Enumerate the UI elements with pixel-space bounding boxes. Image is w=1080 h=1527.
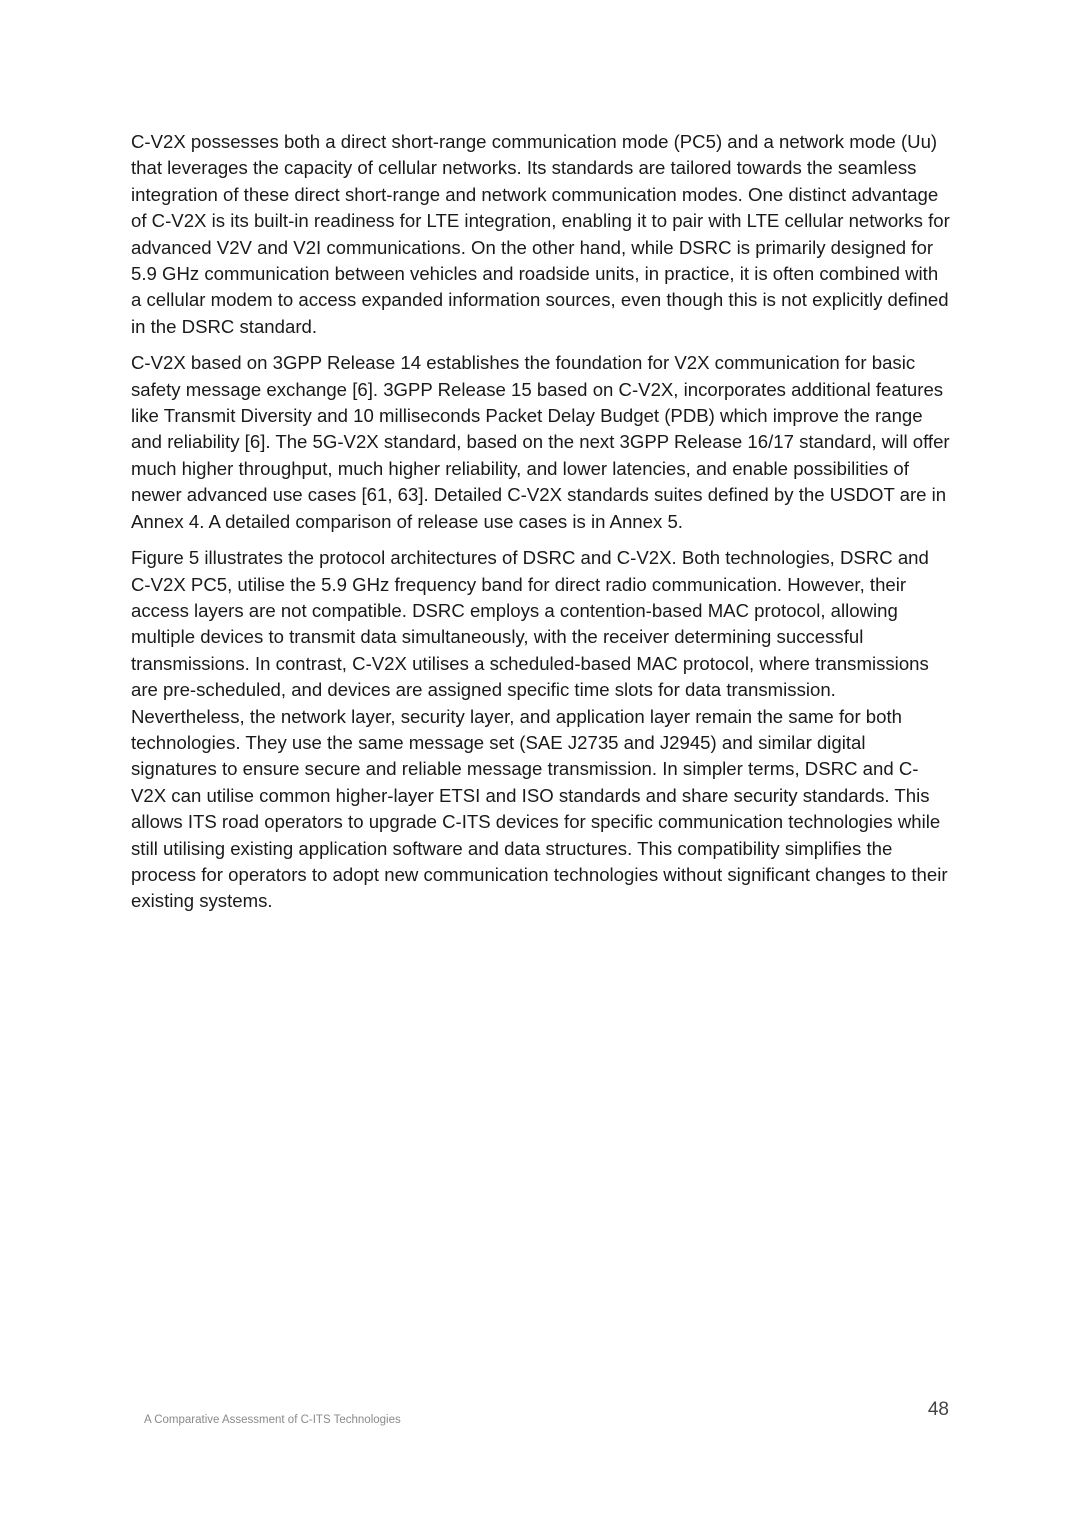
- body-text: [131, 129, 953, 925]
- paragraph-protocol-architectures: Figure 5 illustrates the protocol architectures of DSRC and C-V2X. Both technologies, DSRC and C-V2X PC5, utilise the 5.9 GHz frequency band for direct radio communication. However, their access layers are not compatible. DSRC employs a contention-based MAC protocol, allowing multiple devices to transmit data simultaneously, with the receiver determining successful transmissions. In contrast, C-V2X utilises a scheduled-based MAC protocol, where transmissions are pre-scheduled, and devices are assigned specific time slots for data transmission. Nevertheless, the network layer, security layer, and application layer remain the same for both technologies. They use the same message set (SAE J2735 and J2945) and similar digital signatures to ensure secure and reliable message transmission. In simpler terms, DSRC and C-V2X can utilise common higher-layer ETSI and ISO standards and share security standards. This allows ITS road operators to upgrade C-ITS devices for specific communication technologies while still utilising existing application software and data structures. This compatibility simplifies the process for operators to adopt new communication technologies without significant changes to their existing systems.: [131, 547, 948, 912]
- paragraph-cv2x-modes: C-V2X possesses both a direct short-range communication mode (PC5) and a network mode (Uu) that leverages the capacity of cellular networks. Its standards are tailored towards the seamless integration of these direct short-range and network communication modes. One distinct advantage of C-V2X is its built-in readiness for LTE integration, enabling it to pair with LTE cellular networks for advanced V2V and V2I communications. On the other hand, while DSRC is primarily designed for 5.9 GHz communication between vehicles and roadside units, in practice, it is often combined with a cellular modem to access expanded information sources, even though this is not explicitly defined in the DSRC standard.: [131, 131, 950, 337]
- paragraph-3gpp-releases: C-V2X based on 3GPP Release 14 establishes the foundation for V2X communication for basic safety message exchange [6]. 3GPP Release 15 based on C-V2X, incorporates additional features like Transmit Diversity and 10 milliseconds Packet Delay Budget (PDB) which improve the range and reliability [6]. The 5G-V2X standard, based on the next 3GPP Release 16/17 standard, will offer much higher throughput, much higher reliability, and lower latencies, and enable possibilities of newer advanced use cases [61, 63]. Detailed C-V2X standards suites defined by the USDOT are in Annex 4. A detailed comparison of release use cases is in Annex 5.: [131, 352, 950, 532]
- page-number: 48: [927, 1399, 949, 1420]
- footer-document-title: A Comparative Assessment of C-ITS Technologies: [144, 1414, 401, 1426]
